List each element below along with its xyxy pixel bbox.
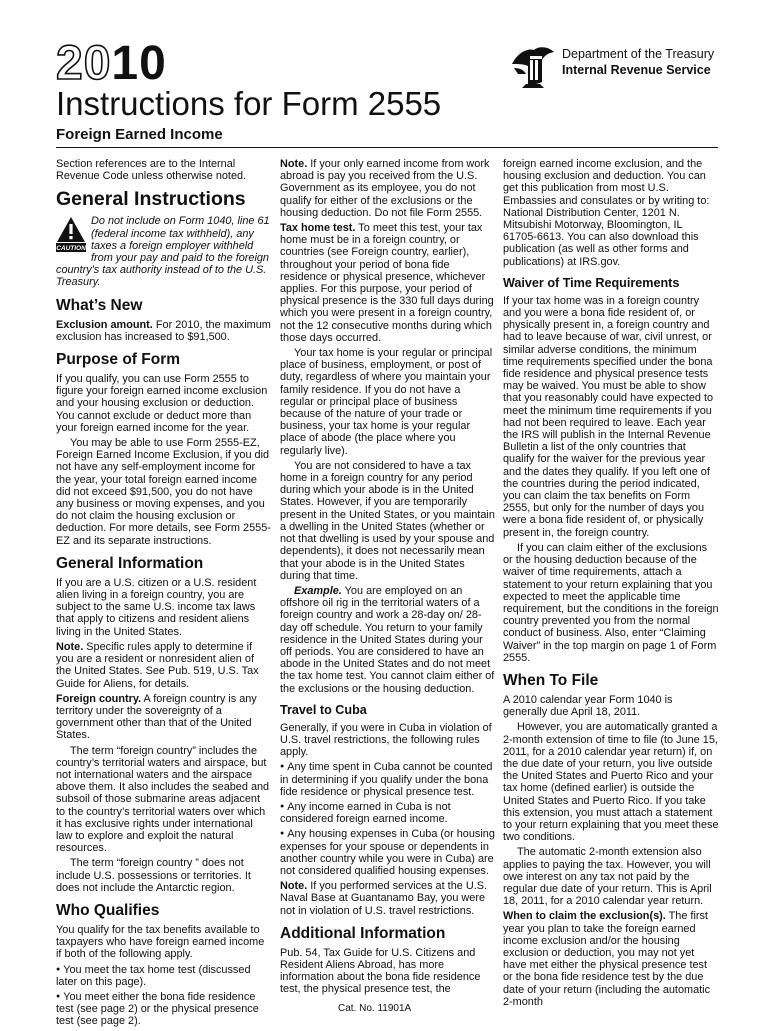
agency-name: Internal Revenue Service: [562, 63, 711, 77]
tax-year: [56, 37, 167, 90]
cuba-heading: Travel to Cuba: [280, 702, 367, 717]
whats-new-heading: What’s New: [56, 296, 143, 314]
irs-eagle-logo-icon: [508, 44, 556, 88]
note-paragraph: [280, 158, 496, 219]
cuba-bullet-1: ● Any time spent in Cuba cannot be counted in determining if you qualify under the bona fide residence or physical presence test.: [280, 761, 496, 798]
caution-text: Do not include on Form 1040, line 61 (federal income tax withheld), any taxes a foreign employer withheld from your pay and paid to the foreign country's tax authority instead of to the U.S. Treasury.: [56, 215, 270, 289]
when-paragraph-1: A 2010 calendar year Form 1040 is generally due April 18, 2011.: [503, 693, 673, 719]
caution-label: CAUTION: [56, 245, 86, 253]
department-block: [562, 46, 714, 78]
general-info-note: [56, 641, 272, 690]
note-text: Specific rules apply to determine if you are a resident or nonresident alien of the United States. See Pub. 519, U.S. Tax Guide for Aliens, for details.: [56, 640, 259, 690]
who-qualifies-bullet-1: ● You meet the tax home test (discussed later on this page).: [56, 964, 272, 988]
column-2: [280, 158, 496, 999]
exclusion-paragraph: [56, 319, 272, 343]
note-text: If your only earned income from work abroad is pay you received from the U.S. Government as its employee, you do not qualify for either of the exclusions or the housing deduction. Do not file Form 2555.: [280, 158, 490, 219]
foreign-country-paragraph-3: The term “foreign country ” does not include U.S. possessions or territories. It does not include the Antarctic region.: [56, 857, 251, 894]
additional-info-paragraph: Pub. 54, Tax Guide for U.S. Citizens and Resident Aliens Abroad, has more information about the bona fide residence test, the physical presence test, the: [280, 946, 481, 996]
continued-paragraph: foreign earned income exclusion, and the housing exclusion and deduction. You can get this publication from most U.S. Embassies and consulates or by writing to: National Distribution Center, 1201 N. Mitsubishi Motorway, Bloomington, IL 61705-6613. You can also download this publication (as well as other forms and publications) at IRS.gov.: [503, 158, 710, 268]
example-lead: Example.: [294, 584, 342, 597]
who-qualifies-paragraph: You qualify for the tax benefits available to taxpayers who have foreign earned income if both of the following apply.: [56, 923, 265, 961]
general-instructions-heading: General Instructions: [56, 188, 246, 211]
who-qualifies-bullet-2: ● You meet either the bona fide residence test (see page 2) or the physical presence test (see page 2).: [56, 991, 272, 1028]
tax-home-text: To meet this test, your tax home must be in a foreign country, or countries (see Foreign country, earlier), throughout your period of bona fide residence or physical presence, whichever applies. For this purpose, your period of physical presence is the 330 full days during which you were present in a foreign country, not the 12 consecutive months during which those days occurred.: [280, 222, 494, 344]
note-lead: Note.: [280, 158, 308, 170]
additional-info-heading: Additional Information: [280, 924, 446, 942]
catalog-number: Cat. No. 11901A: [338, 1003, 412, 1014]
when-to-file-heading: When To File: [503, 671, 599, 689]
page-title: Instructions for Form 2555: [56, 85, 442, 122]
waiver-heading: Waiver of Time Requirements: [503, 275, 680, 290]
foreign-country-lead: Foreign country.: [56, 692, 142, 705]
foreign-country-text: A foreign country is any territory under the sovereignty of a government other than that of the United States.: [56, 692, 257, 742]
example-text: You are employed on an offshore oil rig in the territorial waters of a foreign country and work a 28-day on/ 28-day off schedule. You return to your family residence in the United States during your off periods. You are considered to have an abode in the United States and do not meet the tax home test. You cannot claim either of the exclusions or the housing deduction.: [280, 584, 495, 695]
claim-lead: When to claim the exclusion(s).: [503, 910, 666, 923]
purpose-paragraph-1: If you qualify, you can use Form 2555 to figure your foreign earned income exclusion and your housing exclusion or deduction. You cannot exclude or deduct more than your foreign earned income for the year.: [56, 373, 268, 434]
column-1: [56, 158, 272, 1031]
claim-text: The first year you plan to take the foreign earned income exclusion and/or the housing exclusion or deduction, you may not yet have met either the physical presence test or the bona fide residence test by the due date of your return (including the automatic 2-month: [503, 910, 711, 1008]
claim-paragraph: [503, 910, 719, 1008]
foreign-country-paragraph-2: The term “foreign country” includes the country’s territorial waters and airspace, but not international waters and the airspace above them. It also includes the seabed and subsoil of those submarine areas adjacent to the country’s territorial waters over which it has exclusive rights under international law to explore and exploit the natural resources.: [56, 744, 270, 855]
title-rule: [56, 147, 718, 148]
cuba-bullet-2: ● Any income earned in Cuba is not considered foreign earned income.: [280, 801, 496, 825]
cuba-paragraph: Generally, if you were in Cuba in violation of U.S. travel restrictions, the following rules apply.: [280, 721, 492, 759]
general-info-paragraph-1: If you are a U.S. citizen or a U.S. resident alien living in a foreign country, you are subject to the same U.S. income tax laws that apply to citizens and resident aliens living in the United States.: [56, 576, 257, 638]
tax-home-paragraph-3: You are not considered to have a tax home in a foreign country for any period during which your abode is in the United States. However, if you are temporarily present in the United States, or you maintain a dwelling in the United States (whether or not that dwelling is used by your spouse and dependents), it does not necessarily mean that your abode is in the United States during that time.: [280, 459, 495, 582]
exclusion-text: For 2010, the maximum exclusion has increased to $91,500.: [56, 318, 271, 343]
example-paragraph: [280, 585, 496, 695]
department-name: Department of the Treasury: [562, 47, 715, 61]
purpose-heading: Purpose of Form: [56, 351, 181, 369]
tax-year-outline: 20: [56, 37, 112, 90]
caution-triangle-icon: [56, 216, 86, 252]
note-lead: Note.: [56, 640, 84, 653]
exclusion-lead: Exclusion amount.: [56, 318, 153, 331]
cuba-note: [280, 880, 496, 917]
tax-home-lead: Tax home test.: [280, 222, 356, 235]
tax-year-solid: 10: [111, 37, 167, 90]
general-info-heading: General Information: [56, 554, 204, 572]
purpose-paragraph-2: You may be able to use Form 2555-EZ, Foreign Earned Income Exclusion, if you did not have any self-employment income for the year, your total foreign earned income did not exceed $91,500, you do not have any business or moving expenses, and you do not claim the housing exclusion or deduction. For more details, see Form 2555-EZ and its separate instructions.: [56, 437, 271, 547]
tax-home-paragraph-2: Your tax home is your regular or principal place of business, employment, or post of duty, regardless of where you maintain your family residence. If you do not have a regular or principal place of business because of the nature of your trade or business, your tax home is your regular place of abode (the place where you regularly live).: [280, 347, 493, 457]
when-paragraph-3: The automatic 2-month extension also applies to paying the tax. However, you will owe interest on any tax not paid by the regular due date of your return. This is April 18, 2011, for a 2010 calendar year return.: [503, 846, 712, 908]
foreign-country-paragraph: [56, 693, 272, 742]
cuba-bullet-3: ● Any housing expenses in Cuba (or housing expenses for your spouse or dependents in another country while you were in Cuba) are not considered qualified housing expenses.: [280, 828, 496, 877]
column-3: [503, 158, 719, 1011]
cuba-note-text: If you performed services at the U.S. Naval Base at Guantanamo Bay, you were not in violation of U.S. travel restrictions.: [280, 880, 488, 917]
caution-note: [56, 215, 272, 288]
page-subtitle: Foreign Earned Income: [56, 126, 223, 143]
who-qualifies-heading: Who Qualifies: [56, 901, 160, 919]
waiver-paragraph-2: If you can claim either of the exclusions or the housing deduction because of the waiver of time requirements, attach a statement to your return explaining that you expected to meet the applicable time requirement, but the conditions in the foreign country prevented you from the normal conduct of business. Also, enter “Claiming Waiver” in the top margin on page 1 of Form 2555.: [503, 541, 719, 664]
tax-home-paragraph: [280, 222, 496, 344]
waiver-paragraph-1: If your tax home was in a foreign country and you were a bona fide resident of, or physically present in, a foreign country and had to leave because of war, civil unrest, or similar adverse conditions, the minimum time requirements specified under the bona fide residence and physical presence tests may be waived. You must be able to show that you reasonably could have expected to meet the minimum time requirements if you had not been required to leave. Each year the IRS will publish in the Internal Revenue Bulletin a list of the only countries that qualify for the waiver for the previous year and the dates they qualify. If you left one of the countries during the period indicated, you can claim the tax benefits on Form 2555, but only for the number of days you were a bona fide resident of, or physically present in, the foreign country.: [503, 294, 714, 539]
when-paragraph-2: However, you are automatically granted a 2-month extension of time to file (to June 15, 2011, for a 2010 calendar year return) if, on the due date of your return, you live outside the United States and Puerto Rico and your tax home (defined earlier) is outside the United States and Puerto Rico. If you take this extension, you must attach a statement to your return explaining that you meet these two conditions.: [503, 721, 719, 844]
cuba-note-lead: Note.: [280, 880, 308, 893]
intro-text: Section references are to the Internal Revenue Code unless otherwise noted.: [56, 158, 247, 183]
